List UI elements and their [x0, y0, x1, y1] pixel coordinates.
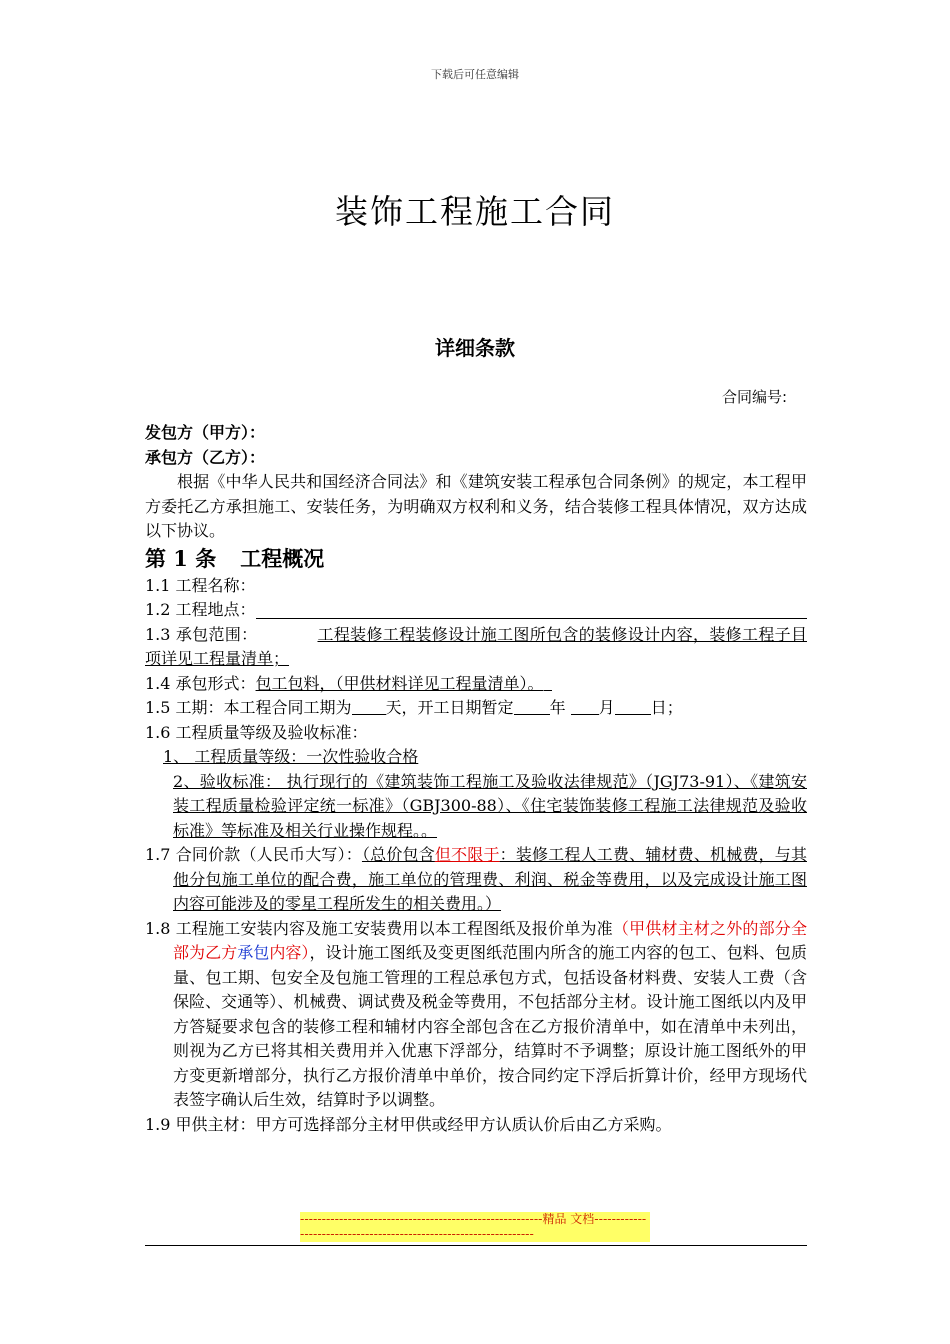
- year-blank: [514, 698, 550, 715]
- intro-paragraph: 根据《中华人民共和国经济合同法》和《建筑安装工程承包合同条例》的规定，本工程甲方委托乙方承担施工、安装任务，为明确双方权利和义务，结合装修工程具体情况，双方达成以下协议。: [145, 472, 807, 540]
- item-1-5-e: 日；: [650, 698, 683, 717]
- item-1-4-text: 包工包料，（甲供材料详见工程量清单）。: [255, 673, 544, 693]
- quality-grade: 1、 工程质量等级：一次性验收合格: [163, 747, 419, 766]
- section-subtitle: 详细条款: [435, 336, 515, 360]
- item-1-7: [145, 843, 807, 917]
- item-1-5: [145, 696, 807, 721]
- item-1-2: [145, 598, 807, 623]
- item-1-5-c: 年: [549, 698, 566, 717]
- item-1-7-text-a: （总价包含: [361, 845, 435, 864]
- item-1-3-text: 工程装修工程装修设计施工图所包含的装修设计内容，装修工程子目项详见工程量清单；: [145, 624, 807, 668]
- article-1-heading: [145, 544, 807, 574]
- days-blank: [352, 698, 386, 715]
- item-1-8-text-a: 1.8 工程施工安装内容及施工安装费用以本工程图纸及报价单为准: [145, 918, 613, 938]
- item-1-1: 1.1 工程名称：: [145, 575, 256, 595]
- item-1-2-label: 1.2 工程地点：: [145, 600, 256, 619]
- item-1-6-1: [145, 745, 807, 770]
- blank-line: [256, 598, 807, 619]
- acceptance-standard: 2、验收标准： 执行现行的《建筑装饰工程施工及验收法律规范》（JGJ73-91）、《建筑安装工程质量检验评定统一标准》（GBJ300-88）、《住宅装饰装修工程施工法律规范及验收标准》等标准及相关行业操作规程。。: [173, 771, 807, 840]
- item-1-8-red-a: （甲供材主材之外的部分全部为乙方: [173, 918, 807, 962]
- item-1-8: [145, 917, 807, 1113]
- article-title: 工程概况: [240, 545, 325, 571]
- contract-body: [145, 421, 807, 1137]
- footer-divider: [145, 1245, 807, 1246]
- item-1-7-text-b: ：装修工程人工费、辅材费、机械费，与其他分包施工单位的配合费，施工单位的管理费、利润、税金等费用，以及完成设计施工图内容可能涉及的零星工程所发生的相关费用。）: [173, 845, 807, 913]
- month-blank: [571, 698, 599, 715]
- party-b-label: 承包方（乙方）：: [145, 447, 266, 467]
- header-note: 下载后可任意编辑: [431, 68, 519, 81]
- item-1-9: 1.9 甲供主材：甲方可选择部分主材甲供或经甲方认质认价后由乙方采购。: [145, 1114, 672, 1134]
- article-number: 第 1 条: [145, 545, 217, 571]
- item-1-6-2: [145, 770, 807, 844]
- day-blank: [615, 698, 651, 715]
- item-1-5-a: 1.5 工期：本工程合同工期为: [145, 698, 352, 717]
- item-1-8-red-b: 内容）: [269, 943, 310, 962]
- item-1-6: 1.6 工程质量等级及验收标准：: [145, 722, 368, 742]
- party-a-label: 发包方（甲方）：: [145, 423, 266, 442]
- item-1-8-blue: 承包: [237, 943, 270, 962]
- item-1-7-highlight: 但不限于: [434, 845, 500, 864]
- item-1-5-b: 天，开工日期暂定: [385, 698, 514, 717]
- footer-watermark: --------------------------------------------------------精品 文档------------------------------------------------------------------: [300, 1212, 650, 1242]
- blank-line: [544, 674, 552, 691]
- contract-number-label: 合同编号:: [722, 388, 788, 406]
- item-1-3: [145, 623, 807, 672]
- item-1-4: [145, 672, 807, 697]
- item-1-4-label: 1.4 承包形式：: [145, 673, 256, 693]
- item-1-8-text-b: ，设计施工图纸及变更图纸范围内所含的施工内容的包工、包料、包质量、包工期、包安全及包施工管理的工程总承包方式，包括设备材料费、安装人工费（含保险、交通等）、机械费、调试费及税金等费用，不包括部分主材。设计施工图纸以内及甲方答疑要求包含的装修工程和辅材内容全部包含在乙方报价清单中，如在清单中未列出，则视为乙方已将其相关费用并入优惠下浮部分，结算时不予调整；原设计施工图纸外的甲方变更新增部分，执行乙方报价清单中单价，按合同约定下浮后折算计价，经甲方现场代表签字确认后生效，结算时予以调整。: [173, 943, 807, 1109]
- item-1-3-label: 1.3 承包范围：: [145, 624, 258, 644]
- item-1-7-label: 1.7 合同价款（人民币大写）：: [145, 845, 362, 864]
- document-title: 装饰工程施工合同: [335, 192, 615, 231]
- item-1-5-d: 月: [598, 698, 615, 717]
